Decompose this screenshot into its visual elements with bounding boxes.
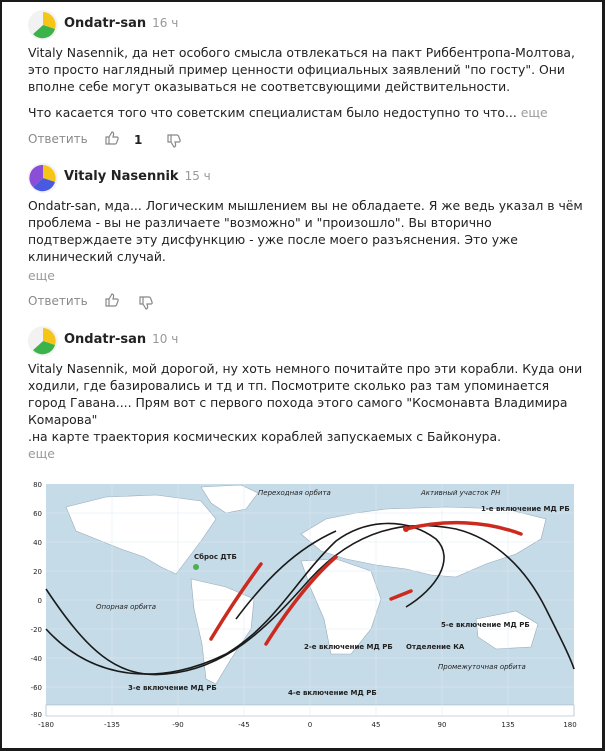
comment-paragraph: Ondatr-san, мда... Логическим мышлением вы не обладаете. Я же ведь указал в чём проблема - вы не различаете "возможно" и "произошло". Вы вторично подтверждаете эту дисфункцию - уже после моего разъяснения. Это уже клинический случай.	[28, 198, 583, 264]
x-tick: -45	[238, 721, 250, 729]
comment-paragraph: Vitaly Nasennik, да нет особого смысла отвлекаться на пакт Риббентропа-Молтова, это просто наглядный пример ценности официальных заявлений "по госту". Они вполне себе могут оказываться не соответсвующими действительности.	[28, 45, 575, 94]
comment-text	[28, 44, 588, 121]
comment	[28, 163, 588, 314]
comment-text	[28, 197, 588, 284]
comment-paragraph-text: Что касается того что советским специалистам было недоступно то что...	[28, 105, 517, 120]
y-tick: -80	[30, 711, 42, 719]
comment-header	[28, 10, 588, 44]
avatar[interactable]	[28, 326, 58, 356]
like-count: 1	[134, 133, 143, 147]
active-segment-marker	[403, 526, 409, 532]
comment-header	[28, 163, 588, 197]
author-name-text[interactable]: Ondatr-san	[64, 332, 147, 347]
x-tick: 0	[307, 721, 313, 729]
y-tick: -20	[30, 626, 42, 634]
avatar[interactable]	[28, 163, 58, 193]
y-tick: 80	[33, 481, 42, 489]
comment-paragraph	[28, 267, 588, 284]
trajectory-map-image	[26, 479, 584, 747]
y-tick: 40	[33, 539, 42, 547]
y-tick: 0	[37, 597, 42, 605]
dtb-drop-marker	[193, 564, 199, 570]
x-tick: 135	[501, 721, 515, 729]
y-tick: 60	[33, 510, 42, 518]
thumbs-down-icon[interactable]	[138, 295, 154, 311]
label-parking-orbit: Опорная орбита	[96, 603, 157, 611]
author-name[interactable]	[64, 332, 178, 347]
label-transfer-orbit: Переходная орбита	[258, 489, 331, 497]
author-name[interactable]	[64, 169, 211, 184]
x-tick: 90	[437, 721, 447, 729]
more-link[interactable]: еще	[28, 268, 55, 283]
comment-time: 16 ч	[152, 16, 179, 30]
reply-button[interactable]: Ответить	[28, 132, 88, 146]
thumbs-down-icon[interactable]	[166, 133, 182, 149]
more-link[interactable]: еще	[28, 446, 55, 461]
label-active-segment: Активный участок РН	[421, 489, 501, 497]
author-name[interactable]	[64, 16, 178, 31]
label-burn-3: 3-е включение МД РБ	[128, 684, 217, 692]
y-tick: 20	[33, 568, 42, 576]
comment-actions	[28, 292, 588, 314]
x-tick: -180	[38, 721, 54, 729]
author-name-text[interactable]: Vitaly Nasennik	[64, 169, 179, 184]
y-tick: -60	[30, 684, 42, 692]
comment	[28, 326, 588, 462]
more-link[interactable]: еще	[520, 105, 548, 120]
label-burn-2: 2-е включение МД РБ	[304, 643, 393, 651]
y-tick: -40	[30, 655, 42, 663]
comment-actions	[28, 130, 588, 152]
x-tick: -135	[104, 721, 120, 729]
x-tick: 45	[371, 721, 381, 729]
avatar[interactable]	[28, 10, 58, 40]
comment-time: 15 ч	[184, 169, 211, 183]
comment	[28, 10, 588, 152]
label-burn-4: 4-е включение МД РБ	[288, 689, 377, 697]
author-name-text[interactable]: Ondatr-san	[64, 16, 147, 31]
comment-paragraph: .на карте траектория космических кораблей запускаемых с Байконура.	[28, 429, 502, 444]
comment-text	[28, 360, 588, 462]
thumbs-up-icon[interactable]	[104, 130, 120, 146]
comment-paragraph	[28, 445, 588, 462]
label-separation: Отделение КА	[406, 643, 465, 651]
label-intermediate-orbit: Промежуточная орбита	[438, 663, 526, 671]
label-burn-5: 5-е включение МД РБ	[441, 621, 530, 629]
thumbs-up-icon[interactable]	[104, 292, 120, 308]
comments-panel	[2, 2, 602, 748]
label-burn-1: 1-е включение МД РБ	[481, 505, 570, 513]
comment-time: 10 ч	[152, 332, 179, 346]
x-tick: -90	[172, 721, 184, 729]
comment-paragraph: Vitaly Nasennik, мой дорогой, ну хоть немного почитайте про эти корабли. Куда они ходили, где базировались и тд и тп. Посмотрите сколько раз там упоминается город Гавана.... Прям вот с первого похода этого самого "Космонавта Владимира Комарова"	[28, 361, 583, 427]
label-dtb-drop: Сброс ДТБ	[194, 553, 237, 561]
x-tick: 180	[563, 721, 577, 729]
reply-button[interactable]: Ответить	[28, 294, 88, 308]
comment-header	[28, 326, 588, 360]
comment-paragraph	[28, 104, 588, 121]
